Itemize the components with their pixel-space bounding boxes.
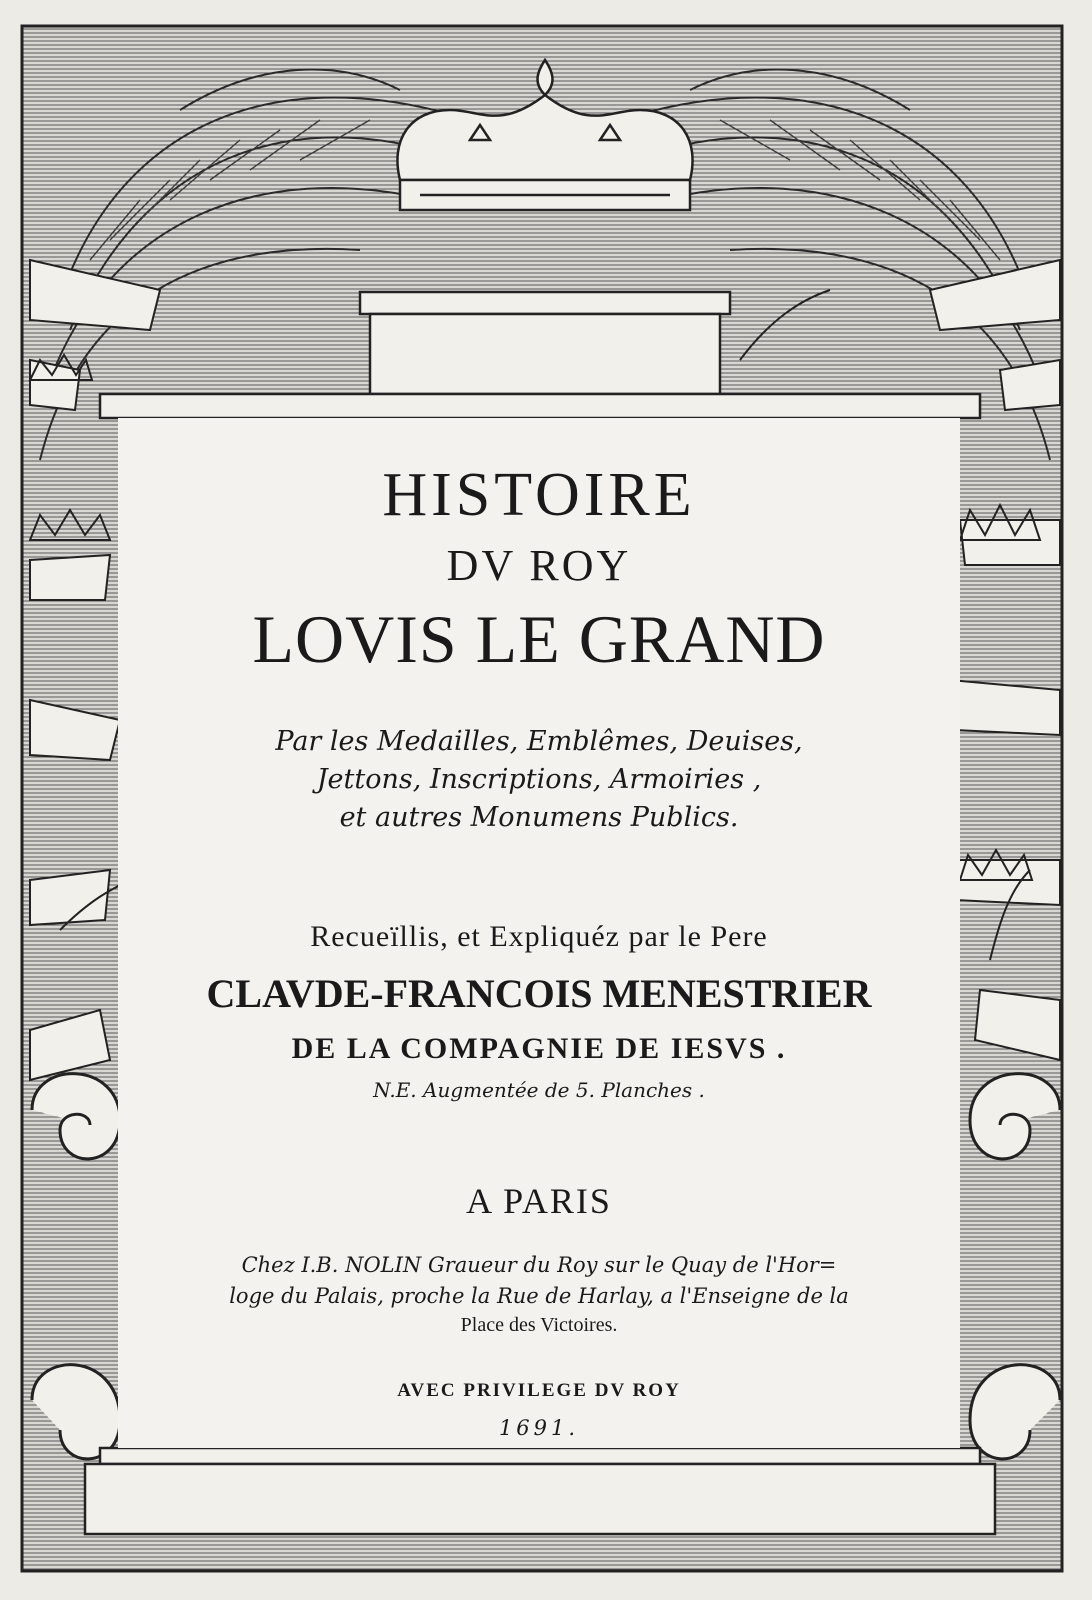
publisher-line-1: Chez I.B. NOLIN Graueur du Roy sur le Quay de l'Hor= <box>241 1253 837 1277</box>
edition-note: N.E. Augmentée de 5. Planches . <box>373 1078 705 1102</box>
privilege-line: AVEC PRIVILEGE DV ROY <box>397 1380 681 1401</box>
credit-line: Recueïllis, et Expliquéz par le Pere <box>310 920 768 953</box>
publisher-line-3: Place des Victoires. <box>460 1314 618 1336</box>
title-tablet <box>118 418 960 1448</box>
pedestal-base <box>85 1448 995 1534</box>
author-order: DE LA COMPAGNIE DE IESVS . <box>291 1032 787 1065</box>
subtitle-line-1: Par les Medailles, Emblêmes, Deuises, <box>275 726 803 757</box>
author-name: CLAVDE-FRANCOIS MENESTRIER <box>206 971 872 1016</box>
imprint-year: 1691. <box>498 1416 580 1440</box>
subtitle-line-3: et autres Monumens Publics. <box>339 802 739 833</box>
imprint-place: A PARIS <box>466 1181 612 1221</box>
subtitle-line-2: Jettons, Inscriptions, Armoiries , <box>316 764 762 795</box>
title-line-3: LOVIS LE GRAND <box>252 601 826 677</box>
title-line-1: HISTOIRE <box>382 461 696 529</box>
title-line-2: DV ROY <box>446 541 632 590</box>
publisher-line-2: loge du Palais, proche la Rue de Harlay, a l'Enseigne de la <box>229 1284 849 1308</box>
